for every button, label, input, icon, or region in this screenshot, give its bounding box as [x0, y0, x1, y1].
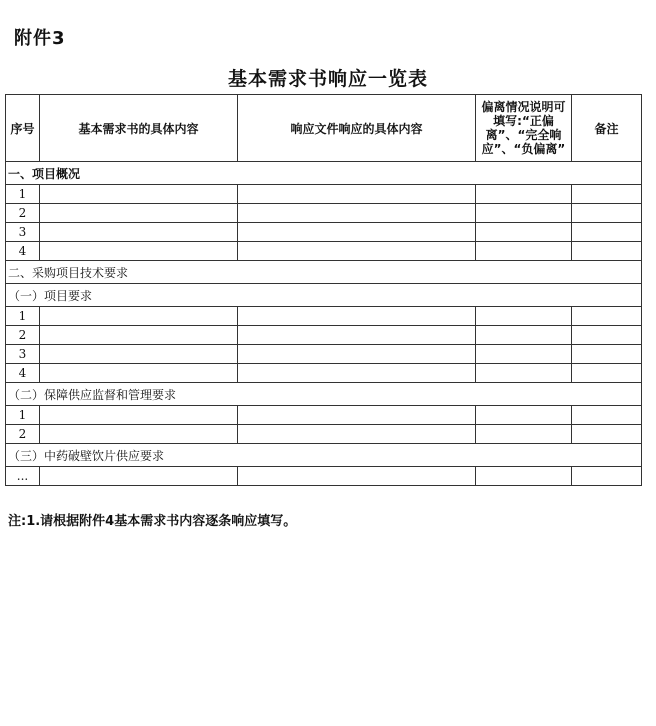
cell-response[interactable] [238, 223, 476, 242]
response-table [5, 94, 642, 486]
section-title: 一、项目概况 [6, 162, 642, 185]
cell-remark[interactable] [572, 345, 642, 364]
table-row [6, 326, 642, 345]
cell-remark[interactable] [572, 326, 642, 345]
cell-response[interactable] [238, 242, 476, 261]
cell-seq: 4 [6, 242, 40, 261]
cell-deviation[interactable] [476, 406, 572, 425]
cell-deviation[interactable] [476, 185, 572, 204]
cell-response[interactable] [238, 425, 476, 444]
table-row [6, 425, 642, 444]
table-row [6, 364, 642, 383]
table-row [6, 307, 642, 326]
section-row [6, 162, 642, 185]
cell-requirement[interactable] [40, 307, 238, 326]
cell-deviation[interactable] [476, 307, 572, 326]
table-row [6, 242, 642, 261]
cell-deviation[interactable] [476, 223, 572, 242]
table-body [6, 162, 642, 486]
cell-response[interactable] [238, 364, 476, 383]
cell-seq: 2 [6, 204, 40, 223]
section-row [6, 284, 642, 307]
section-row [6, 383, 642, 406]
section-row [6, 261, 642, 284]
cell-remark[interactable] [572, 185, 642, 204]
cell-response[interactable] [238, 406, 476, 425]
cell-seq: 1 [6, 185, 40, 204]
cell-requirement[interactable] [40, 223, 238, 242]
cell-seq: 3 [6, 345, 40, 364]
cell-seq: 2 [6, 425, 40, 444]
cell-requirement[interactable] [40, 326, 238, 345]
cell-deviation[interactable] [476, 204, 572, 223]
cell-response[interactable] [238, 326, 476, 345]
table-row [6, 223, 642, 242]
cell-deviation[interactable] [476, 326, 572, 345]
section-title: （三）中药破壁饮片供应要求 [6, 444, 642, 467]
cell-requirement[interactable] [40, 185, 238, 204]
section-title: （一）项目要求 [6, 284, 642, 307]
cell-seq: 3 [6, 223, 40, 242]
cell-requirement[interactable] [40, 364, 238, 383]
cell-deviation[interactable] [476, 467, 572, 486]
section-row [6, 444, 642, 467]
table-row [6, 406, 642, 425]
cell-remark[interactable] [572, 425, 642, 444]
document-title: 基本需求书响应一览表 [227, 68, 428, 90]
cell-seq: 1 [6, 406, 40, 425]
table-row [6, 204, 642, 223]
cell-seq: 2 [6, 326, 40, 345]
cell-seq: 4 [6, 364, 40, 383]
column-header-response: 响应文件响应的具体内容 [238, 95, 476, 162]
cell-remark[interactable] [572, 406, 642, 425]
cell-response[interactable] [238, 204, 476, 223]
cell-requirement[interactable] [40, 467, 238, 486]
attachment-label: 附件3 [14, 28, 66, 49]
cell-remark[interactable] [572, 364, 642, 383]
cell-response[interactable] [238, 307, 476, 326]
table-row [6, 345, 642, 364]
cell-requirement[interactable] [40, 204, 238, 223]
cell-requirement[interactable] [40, 425, 238, 444]
column-header-remark: 备注 [572, 95, 642, 162]
cell-requirement[interactable] [40, 406, 238, 425]
footer-note: 注:1.请根据附件4基本需求书内容逐条响应填写。 [8, 514, 297, 529]
cell-remark[interactable] [572, 223, 642, 242]
cell-requirement[interactable] [40, 242, 238, 261]
cell-deviation[interactable] [476, 345, 572, 364]
column-header-seq: 序号 [6, 95, 40, 162]
cell-response[interactable] [238, 345, 476, 364]
section-title: 二、采购项目技术要求 [6, 261, 642, 284]
cell-deviation[interactable] [476, 242, 572, 261]
table-row [6, 185, 642, 204]
section-title: （二）保障供应监督和管理要求 [6, 383, 642, 406]
cell-remark[interactable] [572, 467, 642, 486]
cell-response[interactable] [238, 467, 476, 486]
cell-requirement[interactable] [40, 345, 238, 364]
cell-deviation[interactable] [476, 364, 572, 383]
cell-deviation[interactable] [476, 425, 572, 444]
cell-remark[interactable] [572, 204, 642, 223]
cell-seq: ... [6, 467, 40, 486]
column-header-deviation: 偏离情况说明可填写:“正偏离”、“完全响应”、“负偏离” [476, 95, 572, 162]
cell-remark[interactable] [572, 242, 642, 261]
column-header-requirement: 基本需求书的具体内容 [40, 95, 238, 162]
cell-remark[interactable] [572, 307, 642, 326]
table-header-row [6, 95, 642, 162]
cell-response[interactable] [238, 185, 476, 204]
cell-seq: 1 [6, 307, 40, 326]
table-row [6, 467, 642, 486]
